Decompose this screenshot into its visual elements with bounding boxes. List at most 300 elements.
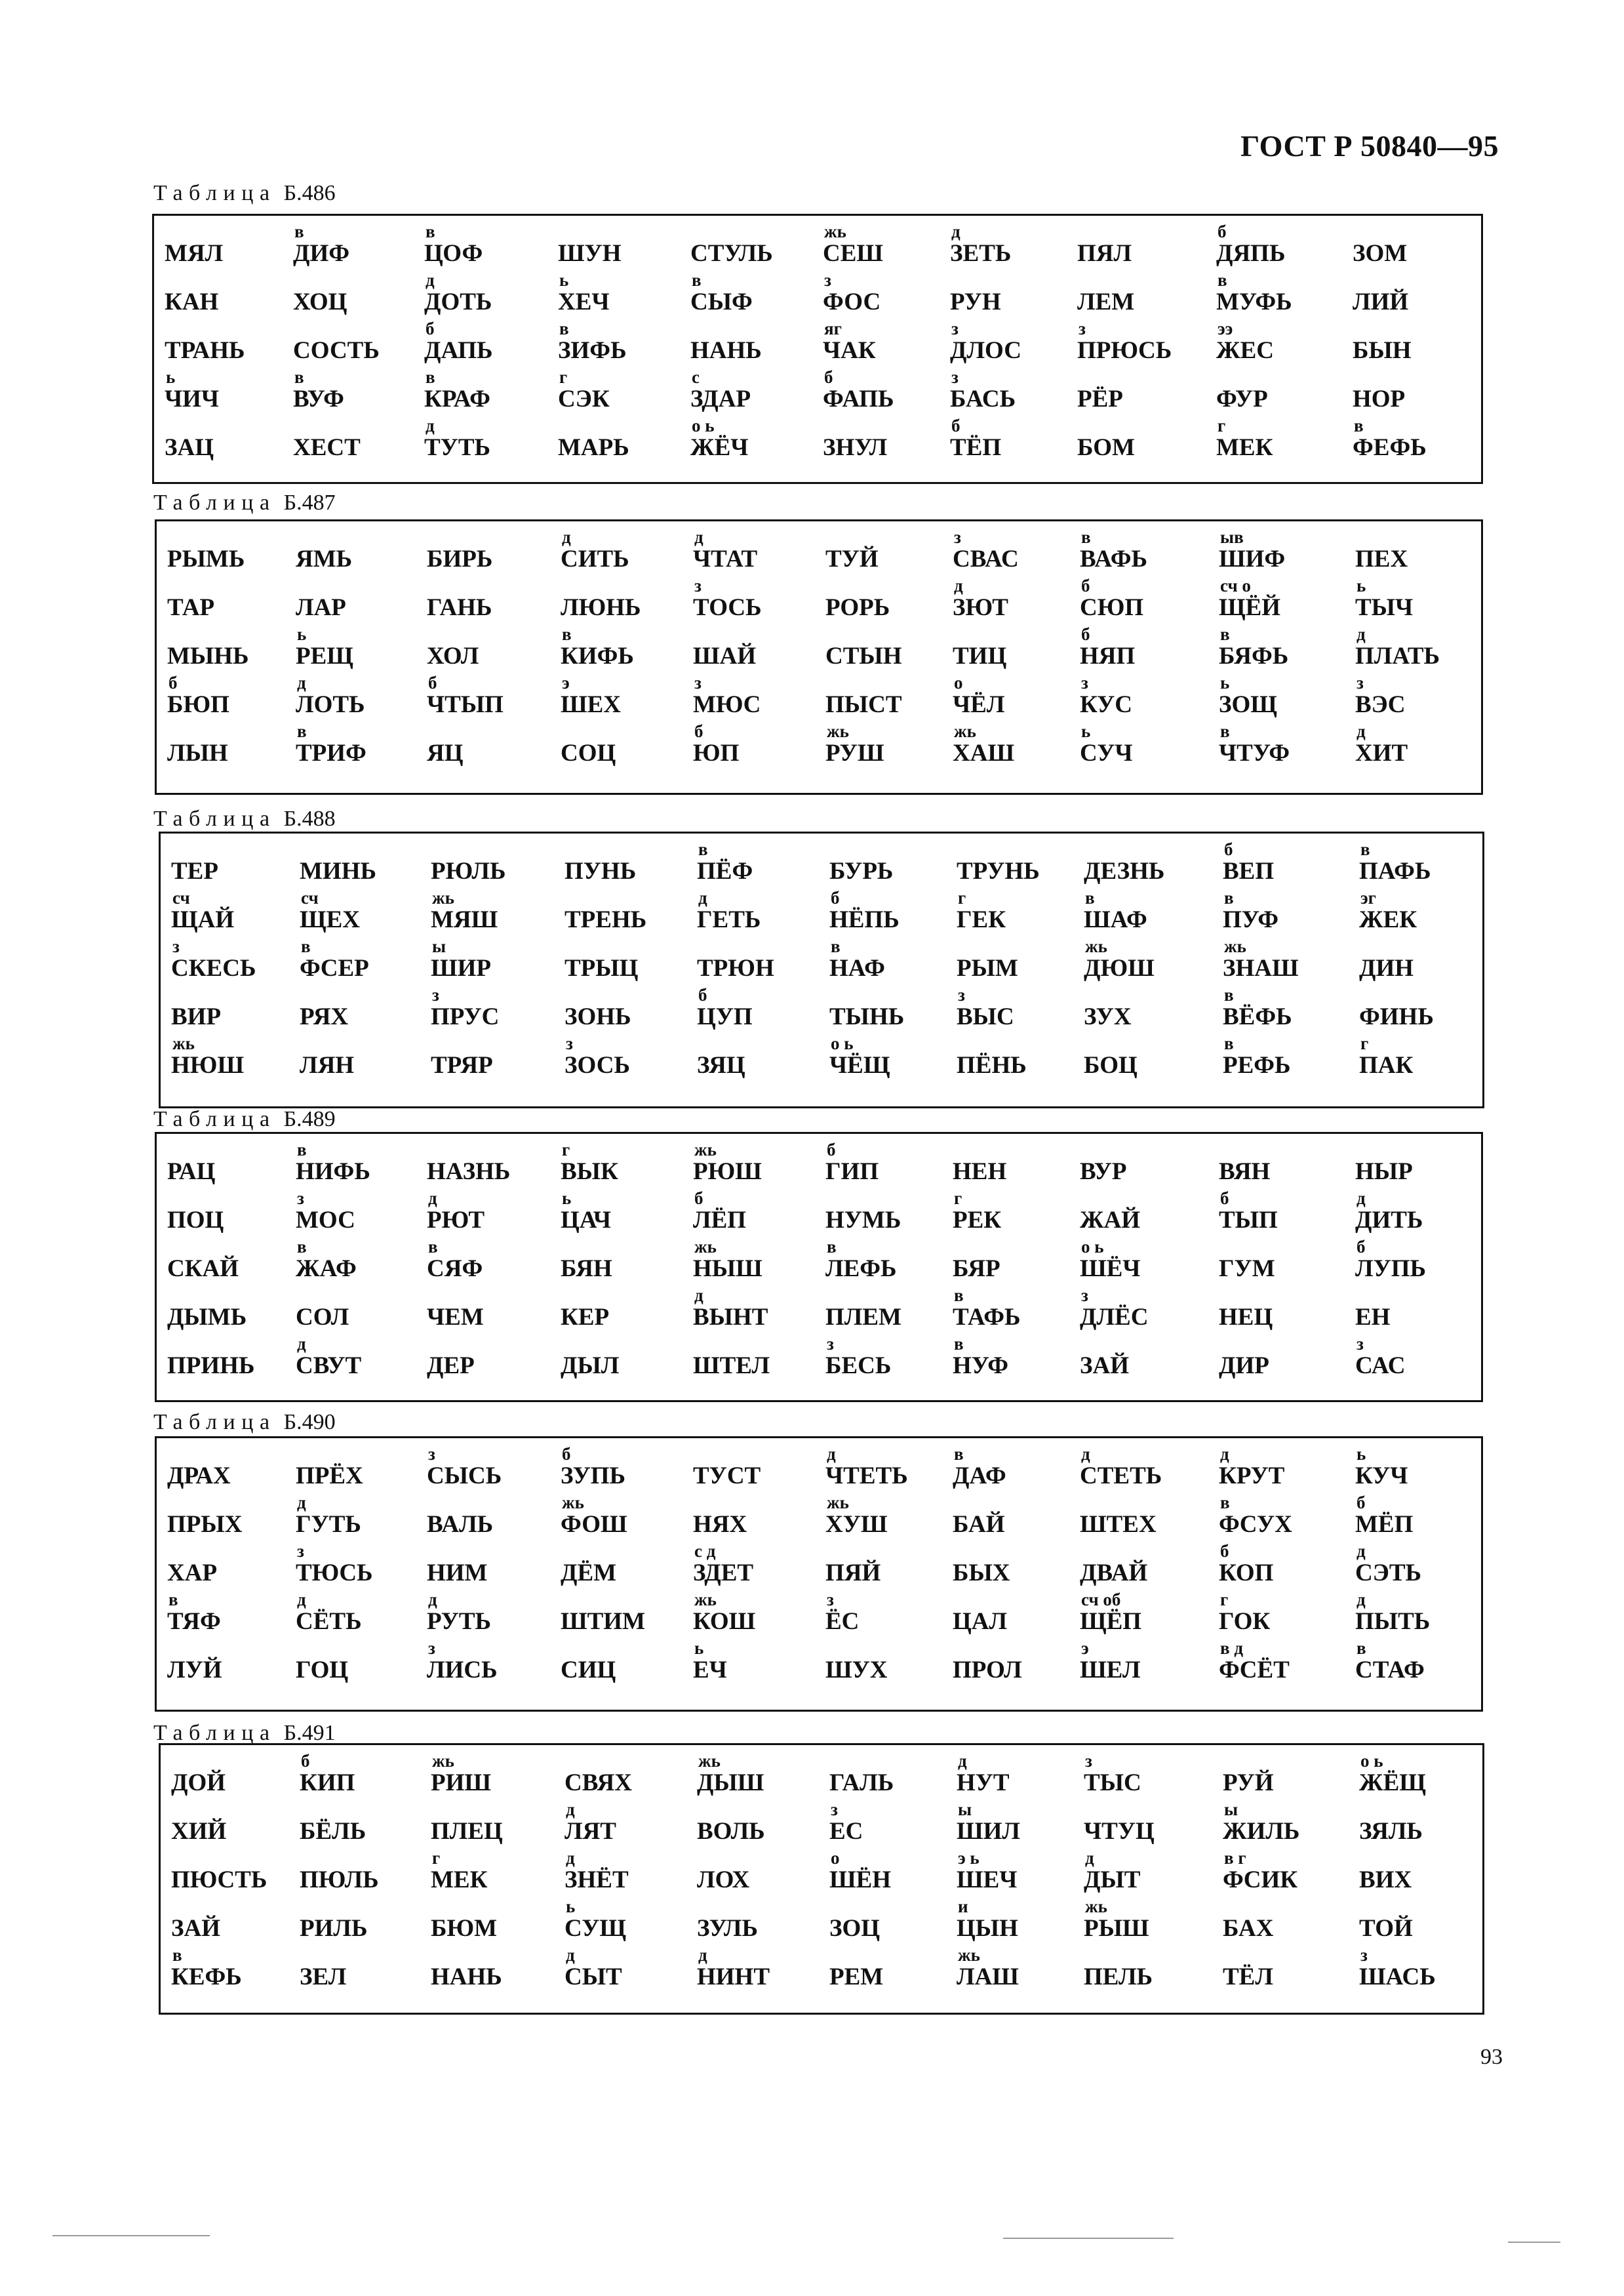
syllable-word: ДАФ	[953, 1462, 1006, 1489]
table-cell	[296, 1542, 427, 1591]
syllable-word: ТЁЛ	[1223, 1964, 1273, 1990]
table-cell	[953, 1590, 1084, 1640]
table-cell	[825, 1286, 957, 1335]
syllable-word: ПРУС	[431, 1003, 500, 1030]
variant-mark: ы	[1224, 1800, 1238, 1819]
syllable-word: ВЭС	[1355, 691, 1406, 718]
variant-mark: ь	[559, 270, 569, 290]
syllable-table	[152, 214, 1483, 484]
variant-mark: д	[297, 1493, 306, 1512]
table-cell	[1080, 1189, 1211, 1238]
table-cell	[165, 222, 296, 272]
syllable-word: ДИР	[1219, 1352, 1269, 1379]
table-cell	[1084, 986, 1215, 1035]
variant-mark: д	[1357, 1541, 1366, 1561]
table-cell	[1355, 1140, 1486, 1190]
variant-mark: в	[954, 1334, 964, 1354]
syllable-word: ПРИНЬ	[167, 1352, 255, 1379]
syllable-word: ЗОМ	[1353, 240, 1408, 267]
syllable-word: ЖЕС	[1216, 337, 1274, 364]
syllable-word: ЧАК	[823, 337, 876, 364]
syllable-word: ДЫШ	[697, 1769, 764, 1796]
variant-mark: э ь	[958, 1848, 980, 1868]
syllable-word: ДЕЗНЬ	[1084, 858, 1165, 885]
table-cell	[825, 1445, 957, 1494]
table-cell	[693, 576, 824, 626]
variant-mark: э	[562, 673, 570, 693]
table-cell	[1223, 840, 1354, 889]
table-caption-number: Б.490	[283, 1410, 336, 1434]
syllable-word: ТРЕНЬ	[564, 906, 647, 933]
syllable-word: СОСТЬ	[293, 337, 380, 364]
table-cell	[427, 1590, 558, 1640]
syllable-word: ЦАЛ	[953, 1608, 1008, 1635]
table-row	[161, 840, 1482, 889]
syllable-word: НЁПЬ	[829, 906, 900, 933]
table-caption	[153, 1722, 336, 1744]
table-cell	[1359, 986, 1490, 1035]
syllable-word: КОШ	[693, 1608, 756, 1635]
table-cell	[1355, 1445, 1486, 1494]
syllable-word: ЗАЙ	[1080, 1352, 1130, 1379]
table-cell	[953, 1639, 1084, 1688]
syllable-word: РЕЩ	[296, 643, 353, 670]
syllable-word: БЫН	[1353, 337, 1412, 364]
table-cell	[300, 840, 431, 889]
table-cell	[829, 840, 961, 889]
table-cell	[1353, 222, 1484, 272]
table-row	[161, 1034, 1482, 1083]
variant-mark: д	[297, 1590, 306, 1609]
variant-mark: в	[1220, 624, 1230, 644]
table-cell	[697, 1849, 828, 1898]
syllable-word: ШИР	[431, 955, 492, 982]
variant-mark: о ь	[692, 416, 715, 435]
table-cell	[1084, 1849, 1215, 1898]
table-cell	[693, 1335, 824, 1384]
syllable-word: ШАЙ	[693, 643, 757, 670]
syllable-word: НУТ	[957, 1769, 1010, 1796]
syllable-word: ЩЁП	[1080, 1608, 1142, 1635]
syllable-word: ВЫС	[957, 1003, 1014, 1030]
syllable-word: МЮС	[693, 691, 761, 718]
table-cell	[1223, 1849, 1354, 1898]
variant-mark: о ь	[1081, 1237, 1104, 1257]
table-cell	[950, 368, 1081, 417]
table-row	[157, 1493, 1481, 1542]
variant-mark: д	[1085, 1848, 1094, 1868]
table-row	[154, 271, 1481, 320]
syllable-word: ВИР	[171, 1003, 222, 1030]
syllable-word: СЕШ	[823, 240, 884, 267]
table-cell	[829, 1946, 961, 1995]
variant-mark: д	[827, 1444, 836, 1464]
table-cell	[957, 1752, 1088, 1801]
syllable-word: ШУН	[558, 240, 622, 267]
variant-mark: в	[1360, 839, 1370, 859]
table-cell	[424, 368, 555, 417]
table-cell	[427, 1542, 558, 1591]
syllable-word: ВЫНТ	[693, 1304, 768, 1331]
syllable-word: ТИЦ	[953, 643, 1007, 670]
table-cell	[1219, 1639, 1350, 1688]
syllable-word: ГАЛЬ	[829, 1769, 894, 1796]
table-cell	[296, 625, 427, 674]
syllable-word: СУЧ	[1080, 740, 1133, 767]
syllable-word: ШЕЛ	[1080, 1657, 1141, 1683]
table-cell	[424, 271, 555, 320]
syllable-word: РИШ	[431, 1769, 492, 1796]
table-row	[154, 368, 1481, 417]
variant-mark: в	[692, 270, 702, 290]
table-cell	[825, 576, 957, 626]
variant-mark: б	[562, 1444, 571, 1464]
table-row	[161, 889, 1482, 938]
syllable-word: ШИФ	[1219, 546, 1286, 573]
table-cell	[1223, 1897, 1354, 1946]
table-cell	[1355, 674, 1486, 723]
variant-mark: в	[1081, 527, 1091, 547]
syllable-word: ЗНАШ	[1223, 955, 1299, 982]
table-cell	[561, 1286, 692, 1335]
table-cell	[1080, 1590, 1211, 1640]
syllable-word: ТРАНЬ	[165, 337, 245, 364]
syllable-table	[155, 1132, 1483, 1402]
syllable-word: ШИЛ	[957, 1818, 1020, 1845]
syllable-word: ГЕТЬ	[697, 906, 761, 933]
syllable-word: ЛИСЬ	[427, 1657, 498, 1683]
variant-mark: в г	[1224, 1848, 1246, 1868]
syllable-word: ДЮШ	[1084, 955, 1155, 982]
syllable-word: ШТИМ	[561, 1608, 646, 1635]
table-cell	[293, 271, 424, 320]
table-cell	[561, 1590, 692, 1640]
variant-mark: в	[297, 1140, 307, 1159]
table-row	[161, 1946, 1482, 1995]
syllable-word: РЮТ	[427, 1207, 485, 1234]
table-row	[157, 1189, 1481, 1238]
table-cell	[1080, 625, 1211, 674]
syllable-word: ЖЁЧ	[690, 434, 749, 461]
syllable-word: НЫШ	[693, 1255, 762, 1282]
table-caption-label: Таблица	[153, 1107, 276, 1131]
syllable-word: НЯХ	[693, 1511, 747, 1538]
syllable-word: ВЕП	[1223, 858, 1275, 885]
table-cell	[953, 1140, 1084, 1190]
table-cell	[300, 1034, 431, 1083]
table-cell	[561, 1445, 692, 1494]
variant-mark: в	[954, 1444, 964, 1464]
scan-artifact-line	[1508, 2242, 1560, 2243]
syllable-word: ФЕФЬ	[1353, 434, 1427, 461]
variant-mark: б	[301, 1751, 310, 1771]
syllable-word: ПРЫХ	[167, 1511, 243, 1538]
syllable-word: РАЦ	[167, 1158, 216, 1185]
table-caption	[153, 1411, 336, 1434]
table-cell	[823, 222, 954, 272]
syllable-word: ДЫЛ	[561, 1352, 620, 1379]
syllable-word: БЮМ	[431, 1915, 498, 1942]
table-caption-number: Б.487	[283, 491, 336, 515]
variant-mark: б	[168, 673, 178, 693]
variant-mark: ь	[694, 1638, 704, 1658]
table-cell	[690, 368, 822, 417]
table-cell	[564, 986, 696, 1035]
table-cell	[564, 1800, 696, 1849]
syllable-word: ПОЦ	[167, 1207, 224, 1234]
table-cell	[953, 1286, 1084, 1335]
table-row	[161, 1800, 1482, 1849]
syllable-word: ДЛОС	[950, 337, 1021, 364]
table-cell	[296, 1286, 427, 1335]
variant-mark: д	[958, 1751, 967, 1771]
syllable-word: БАСЬ	[950, 386, 1016, 413]
variant-mark: г	[559, 367, 568, 387]
variant-mark: з	[827, 1334, 834, 1354]
syllable-word: ХОЛ	[427, 643, 479, 670]
table-cell	[1353, 368, 1484, 417]
variant-mark: б	[951, 416, 961, 435]
table-cell	[1216, 271, 1347, 320]
scan-artifact-line	[1003, 2238, 1174, 2239]
table-cell	[1223, 986, 1354, 1035]
table-cell	[693, 722, 824, 771]
variant-mark: в	[301, 937, 311, 956]
syllable-word: РУЙ	[1223, 1769, 1274, 1796]
table-cell	[953, 576, 1084, 626]
syllable-word: ТАР	[167, 594, 215, 621]
variant-mark: в	[426, 222, 435, 241]
syllable-word: БЯР	[953, 1255, 1000, 1282]
table-cell	[1080, 1335, 1211, 1384]
variant-mark: жь	[432, 888, 454, 908]
table-row	[157, 1140, 1481, 1190]
syllable-word: ЗНЁТ	[564, 1866, 629, 1893]
syllable-word: ПЮЛЬ	[300, 1866, 379, 1893]
table-cell	[1084, 1897, 1215, 1946]
syllable-word: КЕФЬ	[171, 1964, 242, 1990]
variant-mark: д	[951, 222, 961, 241]
table-cell	[829, 889, 961, 938]
syllable-word: ФОШ	[561, 1511, 627, 1538]
table-cell	[300, 937, 431, 986]
syllable-word: СВЯХ	[564, 1769, 632, 1796]
variant-mark: з	[831, 1800, 838, 1819]
table-cell	[427, 1238, 558, 1287]
syllable-word: ШАФ	[1084, 906, 1147, 933]
table-cell	[690, 319, 822, 369]
variant-mark: в	[1224, 888, 1234, 908]
syllable-word: ПЛАТЬ	[1355, 643, 1440, 670]
syllable-word: СЫТ	[564, 1964, 622, 1990]
syllable-word: РУН	[950, 289, 1001, 315]
table-cell	[171, 1752, 302, 1801]
syllable-word: ТЕР	[171, 858, 218, 885]
variant-mark: з	[1357, 1334, 1364, 1354]
syllable-word: ПЫСТ	[825, 691, 902, 718]
syllable-word: МЫНЬ	[167, 643, 249, 670]
syllable-word: ПЁНЬ	[957, 1052, 1027, 1079]
syllable-word: ЖАЙ	[1080, 1207, 1141, 1234]
syllable-word: ДЫМЬ	[167, 1304, 247, 1331]
table-cell	[427, 674, 558, 723]
table-cell	[431, 1034, 562, 1083]
table-cell	[167, 528, 298, 577]
syllable-word: ГУТЬ	[296, 1511, 361, 1538]
table-cell	[1077, 222, 1208, 272]
variant-mark: ыв	[1220, 527, 1244, 547]
syllable-word: ЧТЫП	[427, 691, 504, 718]
syllable-word: ЛЯН	[300, 1052, 355, 1079]
variant-mark: жь	[172, 1034, 195, 1053]
variant-mark: д	[698, 1945, 707, 1965]
table-cell	[697, 937, 828, 986]
table-cell	[1077, 368, 1208, 417]
syllable-word: КРУТ	[1219, 1462, 1285, 1489]
table-cell	[950, 222, 1081, 272]
variant-mark: о	[954, 673, 963, 693]
syllable-word: ДИН	[1359, 955, 1414, 982]
table-caption	[153, 182, 336, 205]
variant-mark: з	[1081, 673, 1088, 693]
syllable-word: СТЫН	[825, 643, 902, 670]
table-cell	[427, 1189, 558, 1238]
variant-mark: з	[951, 319, 959, 338]
syllable-word: ГЕК	[957, 906, 1006, 933]
syllable-word: ЧЕМ	[427, 1304, 484, 1331]
table-cell	[1219, 1189, 1350, 1238]
table-cell	[1223, 1034, 1354, 1083]
syllable-word: ЗНУЛ	[823, 434, 888, 461]
syllable-word: КИФЬ	[561, 643, 634, 670]
syllable-word: ШЁН	[829, 1866, 892, 1893]
syllable-word: КУС	[1080, 691, 1132, 718]
variant-mark: в	[428, 1237, 438, 1257]
syllable-word: ЯЦ	[427, 740, 464, 767]
table-cell	[693, 1542, 824, 1591]
table-caption-label: Таблица	[153, 807, 276, 831]
table-cell	[561, 1238, 692, 1287]
variant-mark: жь	[827, 721, 849, 741]
table-cell	[953, 1335, 1084, 1384]
variant-mark: з	[172, 937, 180, 956]
table-cell	[693, 1639, 824, 1688]
variant-mark: ээ	[1218, 319, 1233, 338]
variant-mark: з	[1357, 673, 1364, 693]
table-cell	[300, 1752, 431, 1801]
syllable-word: ДЫТ	[1084, 1866, 1141, 1893]
syllable-word: КРАФ	[424, 386, 490, 413]
syllable-word: ЛЫН	[167, 740, 228, 767]
variant-mark: яг	[824, 319, 842, 338]
variant-mark: в	[172, 1945, 182, 1965]
table-caption-label: Таблица	[153, 491, 276, 515]
syllable-word: ЗОЦ	[829, 1915, 881, 1942]
syllable-word: СИЦ	[561, 1657, 616, 1683]
table-cell	[825, 674, 957, 723]
table-cell	[431, 986, 562, 1035]
syllable-table	[159, 1743, 1484, 2015]
table-cell	[171, 889, 302, 938]
syllable-word: ШТЕЛ	[693, 1352, 770, 1379]
table-cell	[561, 528, 692, 577]
table-cell	[431, 840, 562, 889]
table-row	[154, 222, 1481, 272]
table-cell	[427, 625, 558, 674]
variant-mark: ь	[562, 1188, 572, 1208]
table-cell	[558, 271, 689, 320]
table-cell	[690, 416, 822, 466]
table-cell	[1084, 1752, 1215, 1801]
variant-mark: з	[694, 673, 702, 693]
table-cell	[1223, 937, 1354, 986]
table-caption	[153, 1108, 336, 1131]
variant-mark: о	[831, 1848, 840, 1868]
table-cell	[167, 1590, 298, 1640]
syllable-word: ЕС	[829, 1818, 863, 1845]
table-cell	[564, 1946, 696, 1995]
table-cell	[564, 1034, 696, 1083]
table-cell	[1223, 1946, 1354, 1995]
syllable-word: ДЯПЬ	[1216, 240, 1286, 267]
table-cell	[1216, 222, 1347, 272]
table-cell	[171, 1034, 302, 1083]
syllable-word: ЗУХ	[1084, 1003, 1132, 1030]
syllable-word: РЕМ	[829, 1964, 884, 1990]
variant-mark: з	[297, 1541, 304, 1561]
document-header: ГОСТ Р 50840—95	[1240, 129, 1499, 163]
table-cell	[693, 1140, 824, 1190]
table-cell	[561, 1493, 692, 1542]
syllable-word: ТРУНЬ	[957, 858, 1040, 885]
table-row	[157, 722, 1481, 771]
table-cell	[825, 722, 957, 771]
variant-mark: з	[1085, 1751, 1092, 1771]
table-cell	[1216, 416, 1347, 466]
table-cell	[300, 1946, 431, 1995]
table-cell	[1355, 576, 1486, 626]
syllable-word: НИФЬ	[296, 1158, 370, 1185]
table-cell	[561, 1639, 692, 1688]
table-cell	[1080, 1445, 1211, 1494]
table-cell	[829, 1034, 961, 1083]
variant-mark: в	[297, 1237, 307, 1257]
syllable-word: ЦЫН	[957, 1915, 1018, 1942]
table-cell	[564, 889, 696, 938]
table-cell	[825, 1590, 957, 1640]
table-cell	[167, 1639, 298, 1688]
table-row	[157, 528, 1481, 577]
syllable-word: РИЛЬ	[300, 1915, 368, 1942]
table-cell	[829, 986, 961, 1035]
syllable-word: ТЫНЬ	[829, 1003, 905, 1030]
syllable-word: ТЁП	[950, 434, 1002, 461]
variant-mark: ь	[1357, 576, 1366, 595]
table-cell	[1355, 625, 1486, 674]
table-cell	[296, 1590, 427, 1640]
syllable-word: НИМ	[427, 1560, 488, 1586]
table-cell	[296, 722, 427, 771]
table-cell	[953, 528, 1084, 577]
syllable-word: ШЁЧ	[1080, 1255, 1141, 1282]
table-cell	[171, 986, 302, 1035]
table-cell	[296, 1238, 427, 1287]
syllable-word: МОС	[296, 1207, 355, 1234]
table-cell	[1223, 889, 1354, 938]
table-cell	[953, 625, 1084, 674]
syllable-word: ЦУП	[697, 1003, 753, 1030]
syllable-word: ТРЫЦ	[564, 955, 639, 982]
